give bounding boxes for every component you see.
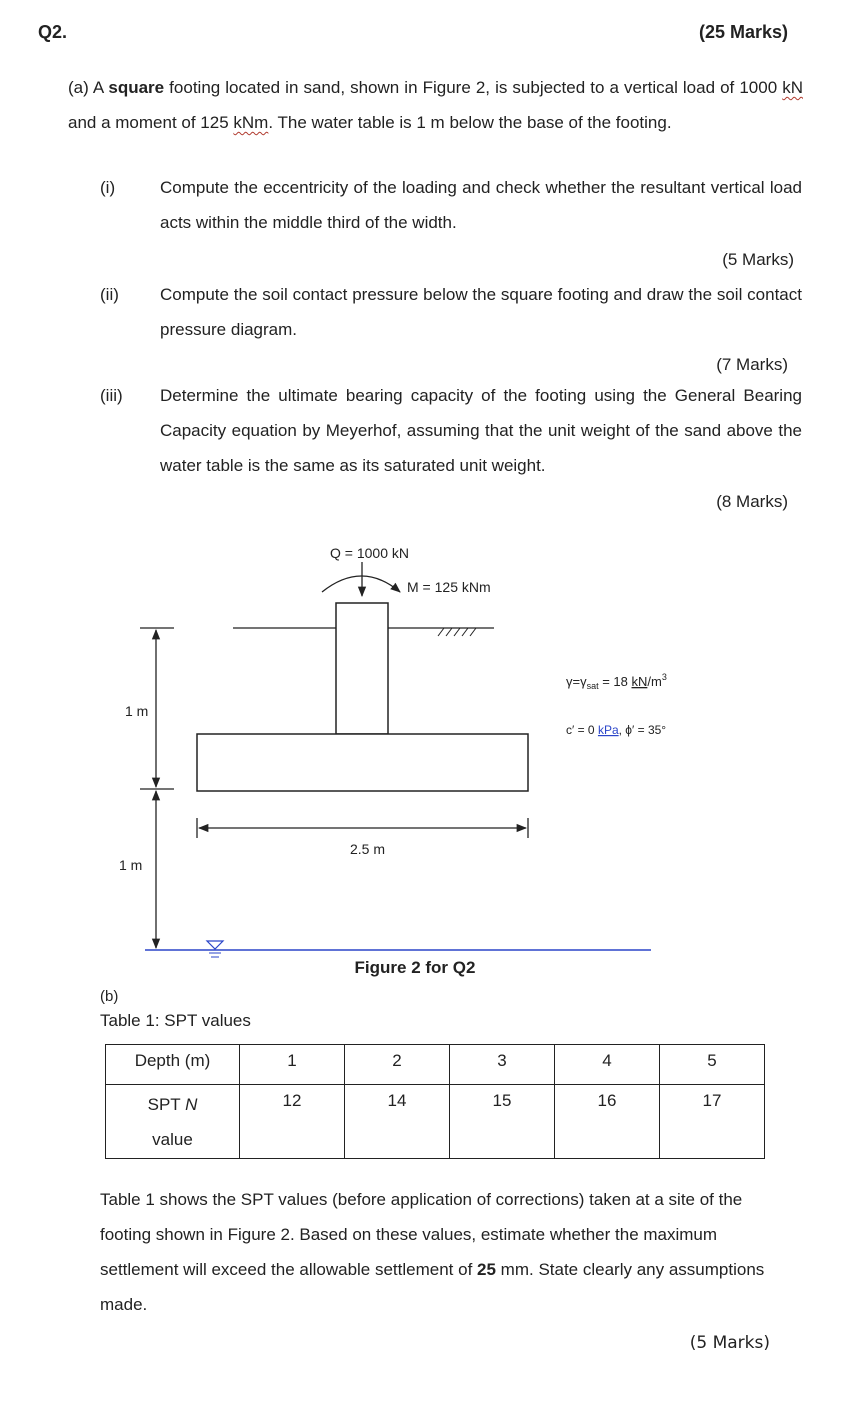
table-cell: 14 [345,1085,450,1159]
table-cell: 1 [240,1045,345,1085]
moment-arrow [322,576,400,592]
part-a-text-1: A [92,78,109,97]
part-b-bold-value: 25 [477,1260,496,1279]
sub-ii-marks: (7 Marks) [716,355,788,374]
table-row [106,1085,765,1159]
table-cell: 16 [555,1085,660,1159]
spt-table [105,1044,765,1159]
table-title: Table 1: SPT values [100,1011,251,1030]
part-b-text-1: Table 1 shows the SPT values (before application of corrections) taken at a site of the footing shown in Figure 2. Based on these values, estimate whether the maximum settlement will exceed the allowable settlement of [100,1190,743,1279]
part-a-text-2: footing located in sand, shown in Figure 2, is subjected to a vertical load of 1000 [164,78,783,97]
part-a-paragraph [68,70,803,140]
moment-label: M = 125 kNm [407,579,491,595]
part-a-label: (a) [68,78,89,97]
footing-base [197,734,528,791]
unit-kn: kN [782,78,803,97]
sub-i-text: Compute the eccentricity of the loading and check whether the resultant vertical load acts within the middle third of the width. [160,178,802,232]
table-row [106,1045,765,1085]
figure-caption: Figure 2 for Q2 [354,958,476,977]
ground-hatch-icon [438,628,476,636]
question-total-marks: (25 Marks) [698,22,788,42]
part-b-marks: (5 Marks) [689,1333,770,1353]
table-cell: 12 [240,1085,345,1159]
sub-iii-text: Determine the ultimate bearing capacity of the footing using the General Bearing Capacity equation by Meyerhof, assuming that the unit weight of the sand above the water table is the same as its saturated unit weight. [160,386,802,475]
footing-column [336,603,388,734]
soil-unit-weight: $\gamma=\gamma_{sat} = 18$ $kN/m^3$ [566,672,667,691]
sub-i-marks: (5 Marks) [722,250,794,269]
part-b-paragraph [100,1182,790,1322]
sub-ii-text: Compute the soil contact pressure below the square footing and draw the soil contact pressure diagram. [160,285,802,339]
soil-friction-angle: ϕ′ = 35° [625,723,667,737]
table-cell: 15 [450,1085,555,1159]
sub-iii-label: (iii) [100,386,123,405]
load-label: Q = 1000 kN [330,545,409,561]
part-b-text-2: mm. State clearly any assumptions made. [100,1260,765,1314]
table-cell: 3 [450,1045,555,1085]
depth-label-1: 1 m [125,703,149,719]
table-cell: 4 [555,1045,660,1085]
table-header-spt: SPT N value [106,1085,240,1159]
sub-i-label: (i) [100,178,116,197]
table-cell: 17 [660,1085,765,1159]
soil-cohesion: c′ = 0 kPa, ϕ′ = 35° [566,723,667,737]
figure-2-diagram [0,530,850,960]
part-a-text-4: . The water table is 1 m below the base of the footing. [268,113,672,132]
part-a-bold-word: square [108,78,165,97]
part-a-text-3: and a moment of 125 [68,113,234,132]
part-b-label: (b) [100,988,119,1005]
water-table-icon [207,941,223,957]
table-cell: 5 [660,1045,765,1085]
question-number: Q2. [38,22,68,42]
depth-label-2: 1 m [119,857,143,873]
table-cell: 2 [345,1045,450,1085]
table-header-depth: Depth (m) [106,1045,240,1085]
sub-iii-marks: (8 Marks) [716,492,788,511]
sub-ii-label: (ii) [100,285,119,304]
width-label: 2.5 m [350,841,386,857]
unit-knm: kNm [233,113,269,132]
